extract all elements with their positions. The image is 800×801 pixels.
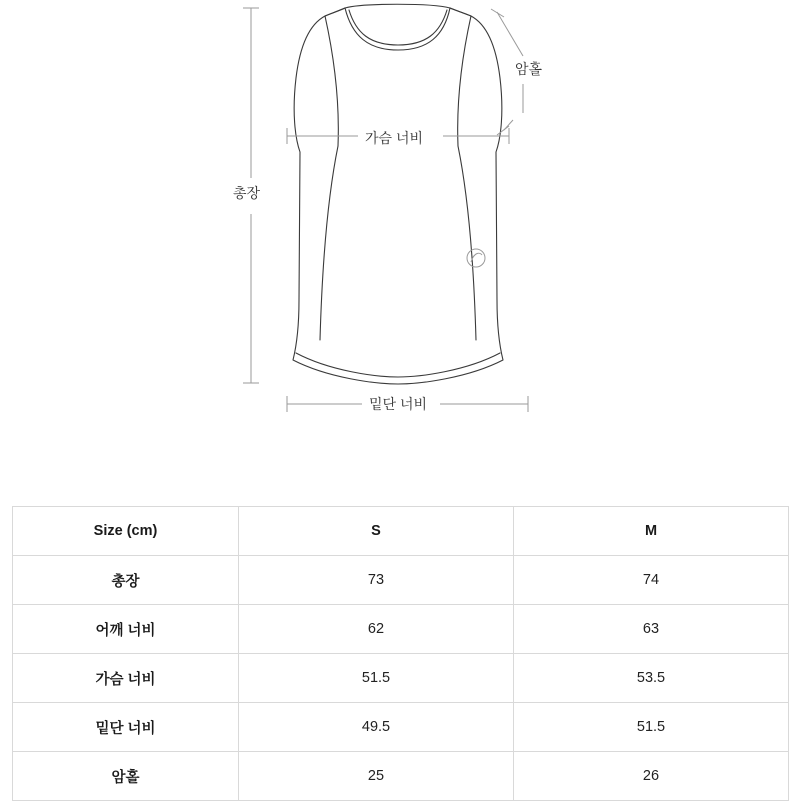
table-header-row	[13, 507, 789, 556]
cell-value-s: 51.5	[239, 654, 514, 703]
cell-value-m: 53.5	[514, 654, 789, 703]
table-row	[13, 605, 789, 654]
cell-value-m: 74	[514, 556, 789, 605]
cell-value-m: 51.5	[514, 703, 789, 752]
header-size-m: M	[514, 507, 789, 556]
cell-value-s: 62	[239, 605, 514, 654]
row-label: 총장	[13, 556, 239, 605]
table-row	[13, 654, 789, 703]
row-label: 암홀	[13, 752, 239, 801]
label-chest-width: 가슴 너비	[361, 129, 427, 148]
header-size-s: S	[239, 507, 514, 556]
cell-value-s: 25	[239, 752, 514, 801]
label-total-length: 총장	[229, 184, 264, 203]
row-label: 밑단 너비	[13, 703, 239, 752]
label-hem-width: 밑단 너비	[365, 395, 431, 414]
cell-value-s: 49.5	[239, 703, 514, 752]
cell-value-m: 63	[514, 605, 789, 654]
dimension-lines	[243, 8, 528, 412]
garment-outline-path	[293, 4, 503, 384]
row-label: 가슴 너비	[13, 654, 239, 703]
cell-value-s: 73	[239, 556, 514, 605]
table-row	[13, 752, 789, 801]
label-armhole: 암홀	[511, 60, 546, 79]
brand-logo-mark	[467, 249, 485, 267]
size-measurement-table	[12, 506, 789, 801]
header-size-cm: Size (cm)	[13, 507, 239, 556]
row-label: 어깨 너비	[13, 605, 239, 654]
cell-value-m: 26	[514, 752, 789, 801]
table-row	[13, 556, 789, 605]
table-row	[13, 703, 789, 752]
